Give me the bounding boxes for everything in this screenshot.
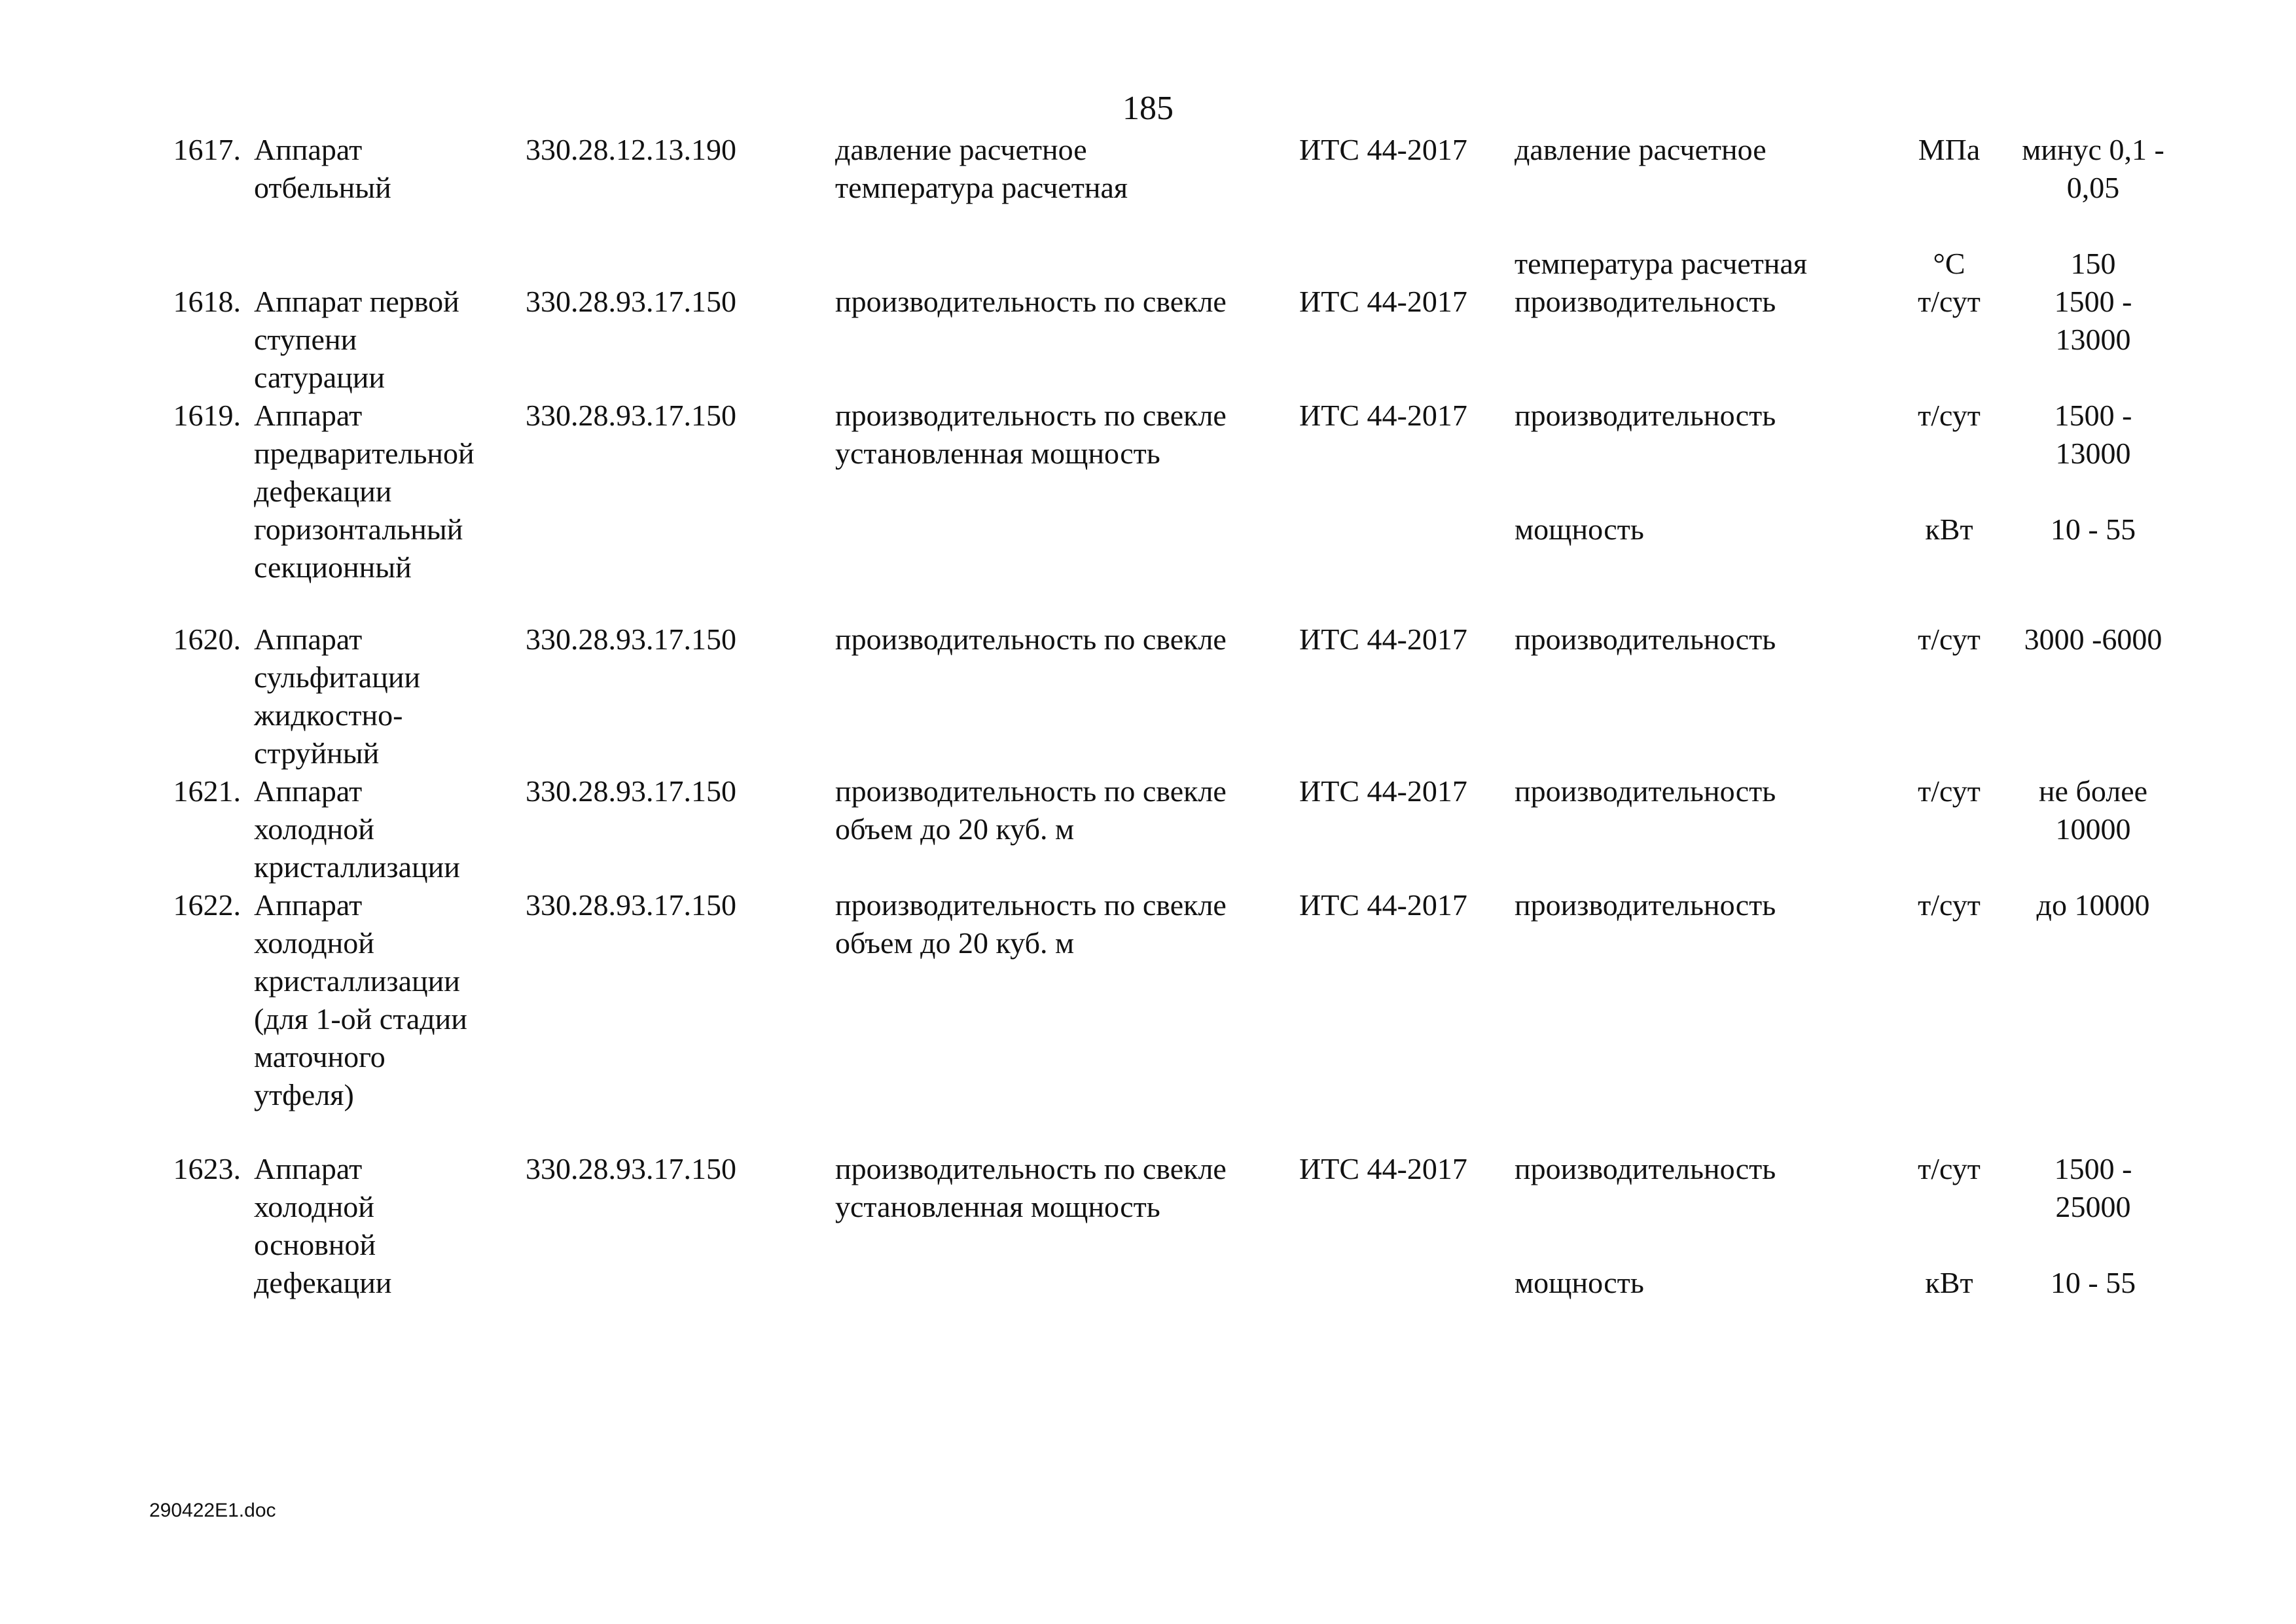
okpd-code: 330.28.93.17.150 (526, 774, 736, 808)
okpd-code: 330.28.93.17.150 (526, 623, 736, 657)
property-value: 150 (2070, 247, 2116, 280)
parameter-name: температура расчетная (835, 171, 1128, 204)
equipment-name: основной (254, 1228, 376, 1262)
property-unit: т/сут (1918, 1152, 1981, 1186)
property-unit: МПа (1918, 133, 1981, 166)
parameter-name: давление расчетное (835, 133, 1087, 166)
row-number: 1617. (173, 133, 241, 166)
okpd-code: 330.28.93.17.150 (526, 888, 736, 922)
property-value: 10 - 55 (2050, 513, 2136, 546)
parameter-name: установленная мощность (835, 437, 1160, 470)
equipment-name: сатурации (254, 361, 385, 394)
parameter-name: производительность по свекле (835, 623, 1227, 657)
property-value: 1500 - (2054, 399, 2132, 432)
okpd-code: 330.28.93.17.150 (526, 399, 736, 432)
property-value: 10000 (2055, 812, 2131, 846)
standard-reference: ИТС 44-2017 (1299, 774, 1467, 808)
property-value: 0,05 (2066, 171, 2120, 204)
equipment-name: дефекации (254, 475, 392, 508)
property-name: производительность (1515, 399, 1776, 432)
parameter-name: установленная мощность (835, 1190, 1160, 1224)
property-unit: т/сут (1918, 888, 1981, 922)
property-name: производительность (1515, 623, 1776, 657)
property-value: 3000 -6000 (2024, 623, 2162, 657)
equipment-name: Аппарат (254, 623, 363, 657)
table-row (149, 283, 2178, 397)
property-unit: кВт (1925, 1266, 1973, 1300)
equipment-name: холодной (254, 1190, 374, 1224)
parameter-name: объем до 20 куб. м (835, 812, 1075, 846)
property-value: не более (2038, 774, 2148, 808)
property-value: 25000 (2055, 1190, 2131, 1224)
equipment-name: кристаллизации (254, 964, 460, 998)
property-name: производительность (1515, 285, 1776, 318)
parameter-name: производительность по свекле (835, 285, 1227, 318)
equipment-name: отбельный (254, 171, 391, 204)
table-row (149, 886, 2178, 1114)
property-name: температура расчетная (1515, 247, 1808, 280)
equipment-name: Аппарат (254, 399, 363, 432)
property-unit: т/сут (1918, 285, 1981, 318)
property-name: мощность (1515, 513, 1644, 546)
row-number: 1623. (173, 1152, 241, 1186)
equipment-name: ступени (254, 323, 357, 356)
equipment-name: холодной (254, 926, 374, 960)
equipment-name: кристаллизации (254, 850, 460, 884)
parameter-name: производительность по свекле (835, 888, 1227, 922)
table-row (149, 1150, 2178, 1302)
standard-reference: ИТС 44-2017 (1299, 1152, 1467, 1186)
equipment-name: секционный (254, 550, 412, 584)
property-name: производительность (1515, 888, 1776, 922)
equipment-name: Аппарат (254, 888, 363, 922)
row-number: 1618. (173, 285, 241, 318)
equipment-table (149, 131, 2178, 1302)
property-value: минус 0,1 - (2022, 133, 2164, 166)
equipment-name: предварительной (254, 437, 475, 470)
equipment-name: утфеля) (254, 1078, 354, 1112)
property-value: 10 - 55 (2050, 1266, 2136, 1300)
row-number: 1622. (173, 888, 241, 922)
equipment-name: жидкостно- (254, 698, 403, 732)
property-unit: кВт (1925, 513, 1973, 546)
page-number: 185 (1122, 90, 1174, 127)
okpd-code: 330.28.12.13.190 (526, 133, 736, 166)
property-value: 13000 (2055, 437, 2131, 470)
equipment-name: Аппарат (254, 1152, 363, 1186)
standard-reference: ИТС 44-2017 (1299, 285, 1467, 318)
equipment-name: Аппарат первой (254, 285, 459, 318)
row-number: 1619. (173, 399, 241, 432)
property-value: 1500 - (2054, 285, 2132, 318)
equipment-name: (для 1-ой стадии (254, 1002, 467, 1036)
standard-reference: ИТС 44-2017 (1299, 623, 1467, 657)
equipment-name: сульфитации (254, 660, 421, 695)
parameter-name: производительность по свекле (835, 399, 1227, 432)
equipment-name: горизонтальный (254, 513, 463, 546)
standard-reference: ИТС 44-2017 (1299, 133, 1467, 166)
property-unit: °С (1933, 247, 1965, 280)
property-value: 13000 (2055, 323, 2131, 356)
parameter-name: производительность по свекле (835, 1152, 1227, 1186)
equipment-name: Аппарат (254, 133, 363, 166)
property-unit: т/сут (1918, 399, 1981, 432)
property-value: до 10000 (2036, 888, 2150, 922)
equipment-name: маточного (254, 1040, 386, 1074)
property-name: производительность (1515, 774, 1776, 808)
property-name: мощность (1515, 1266, 1644, 1300)
equipment-name: дефекации (254, 1266, 392, 1300)
table-row (149, 397, 2178, 586)
equipment-name: холодной (254, 812, 374, 846)
property-name: давление расчетное (1515, 133, 1767, 166)
table-row (149, 131, 2178, 283)
okpd-code: 330.28.93.17.150 (526, 1152, 736, 1186)
parameter-name: объем до 20 куб. м (835, 926, 1075, 960)
parameter-name: производительность по свекле (835, 774, 1227, 808)
property-value: 1500 - (2054, 1152, 2132, 1186)
row-number: 1621. (173, 774, 241, 808)
equipment-name: Аппарат (254, 774, 363, 808)
table-row (149, 772, 2178, 886)
equipment-name: струйный (254, 736, 380, 770)
document-filename: 290422E1.doc (149, 1500, 276, 1521)
row-number: 1620. (173, 623, 241, 657)
table-row (149, 621, 2178, 772)
standard-reference: ИТС 44-2017 (1299, 399, 1467, 432)
property-unit: т/сут (1918, 774, 1981, 808)
property-unit: т/сут (1918, 623, 1981, 657)
property-name: производительность (1515, 1152, 1776, 1186)
standard-reference: ИТС 44-2017 (1299, 888, 1467, 922)
okpd-code: 330.28.93.17.150 (526, 285, 736, 318)
